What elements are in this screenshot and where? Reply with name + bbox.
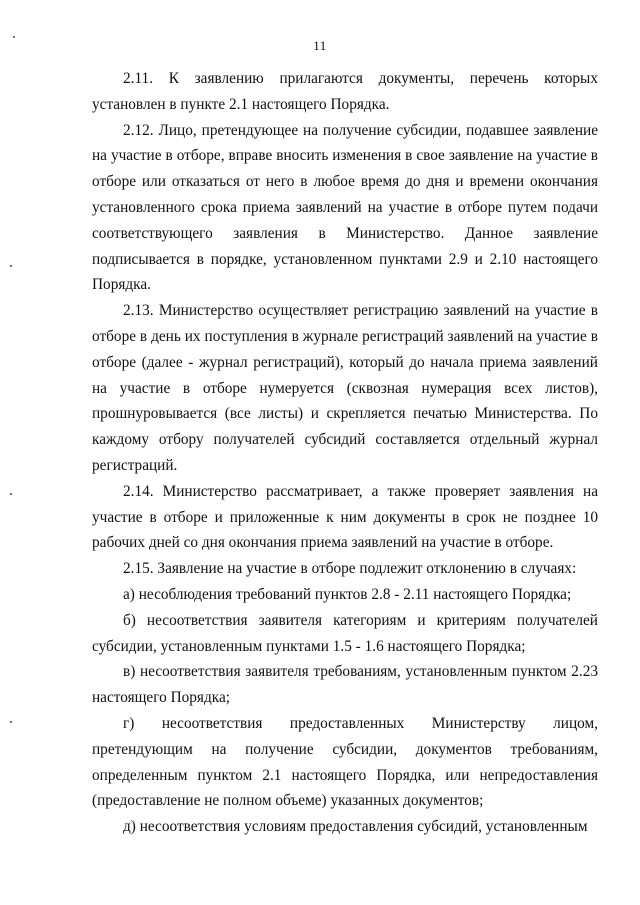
- list-item-d: д) несоответствия условиям предоставления субсидий, установленным: [123, 818, 588, 836]
- paragraph-2-12: 2.12. Лицо, претендующее на получение субсидии, подавшее заявление на участие в отборе, вправе вносить изменения в свое заявление на участие в отборе или отказаться от него в любое время до дня и времени окончания установленного срока приема заявлений на участие в отборе путем подачи соответствующего заявления в Министерство. Данное заявление подписывается в порядке, установленном пунктами 2.9 и 2.10 настоящего Порядка.: [92, 121, 598, 294]
- list-item-g: г) несоответствия предоставленных Министерству лицом, претендующим на получение субсидии, документов требованиям, определенным пунктом 2.1 настоящего Порядка, или непредоставления (предоставление не полном объеме) указанных документов;: [92, 714, 598, 810]
- paragraph-2-11: 2.11. К заявлению прилагаются документы, перечень которых установлен в пункте 2.1 настоящего Порядка.: [92, 70, 598, 113]
- document-body: [92, 66, 598, 840]
- page-number: 11: [313, 38, 327, 53]
- list-item-a: а) несоблюдения требований пунктов 2.8 - 2.11 настоящего Порядка;: [123, 585, 572, 603]
- paragraph-2-13: 2.13. Министерство осуществляет регистрацию заявлений на участие в отборе в день их поступления в журнале регистраций заявлений на участие в отборе (далее - журнал регистраций), который до начала приема заявлений на участие в отборе нумеруется (сквозная нумерация всех листов), прошнуровывается (все листы) и скрепляется печатью Министерства. По каждому отбору получателей субсидий составляется отдельный журнал регистраций.: [92, 302, 598, 474]
- paragraph-2-14: 2.14. Министерство рассматривает, а также проверяет заявления на участие в отборе и приложенные к ним документы в срок не позднее 10 рабочих дней со дня окончания приема заявлений на участие в отборе.: [92, 482, 598, 552]
- paragraph-2-15: 2.15. Заявление на участие в отборе подлежит отклонению в случаях:: [123, 560, 577, 578]
- list-item-v: в) несоответствия заявителя требованиям, установленным пунктом 2.23 настоящего Порядка;: [92, 663, 598, 707]
- margin-mark: [10, 265, 12, 267]
- margin-mark: [10, 721, 12, 723]
- list-item-b: б) несоответствия заявителя категориям и критериям получателей субсидии, установленным пунктами 1.5 - 1.6 настоящего Порядка;: [92, 611, 598, 655]
- margin-mark: [10, 493, 12, 495]
